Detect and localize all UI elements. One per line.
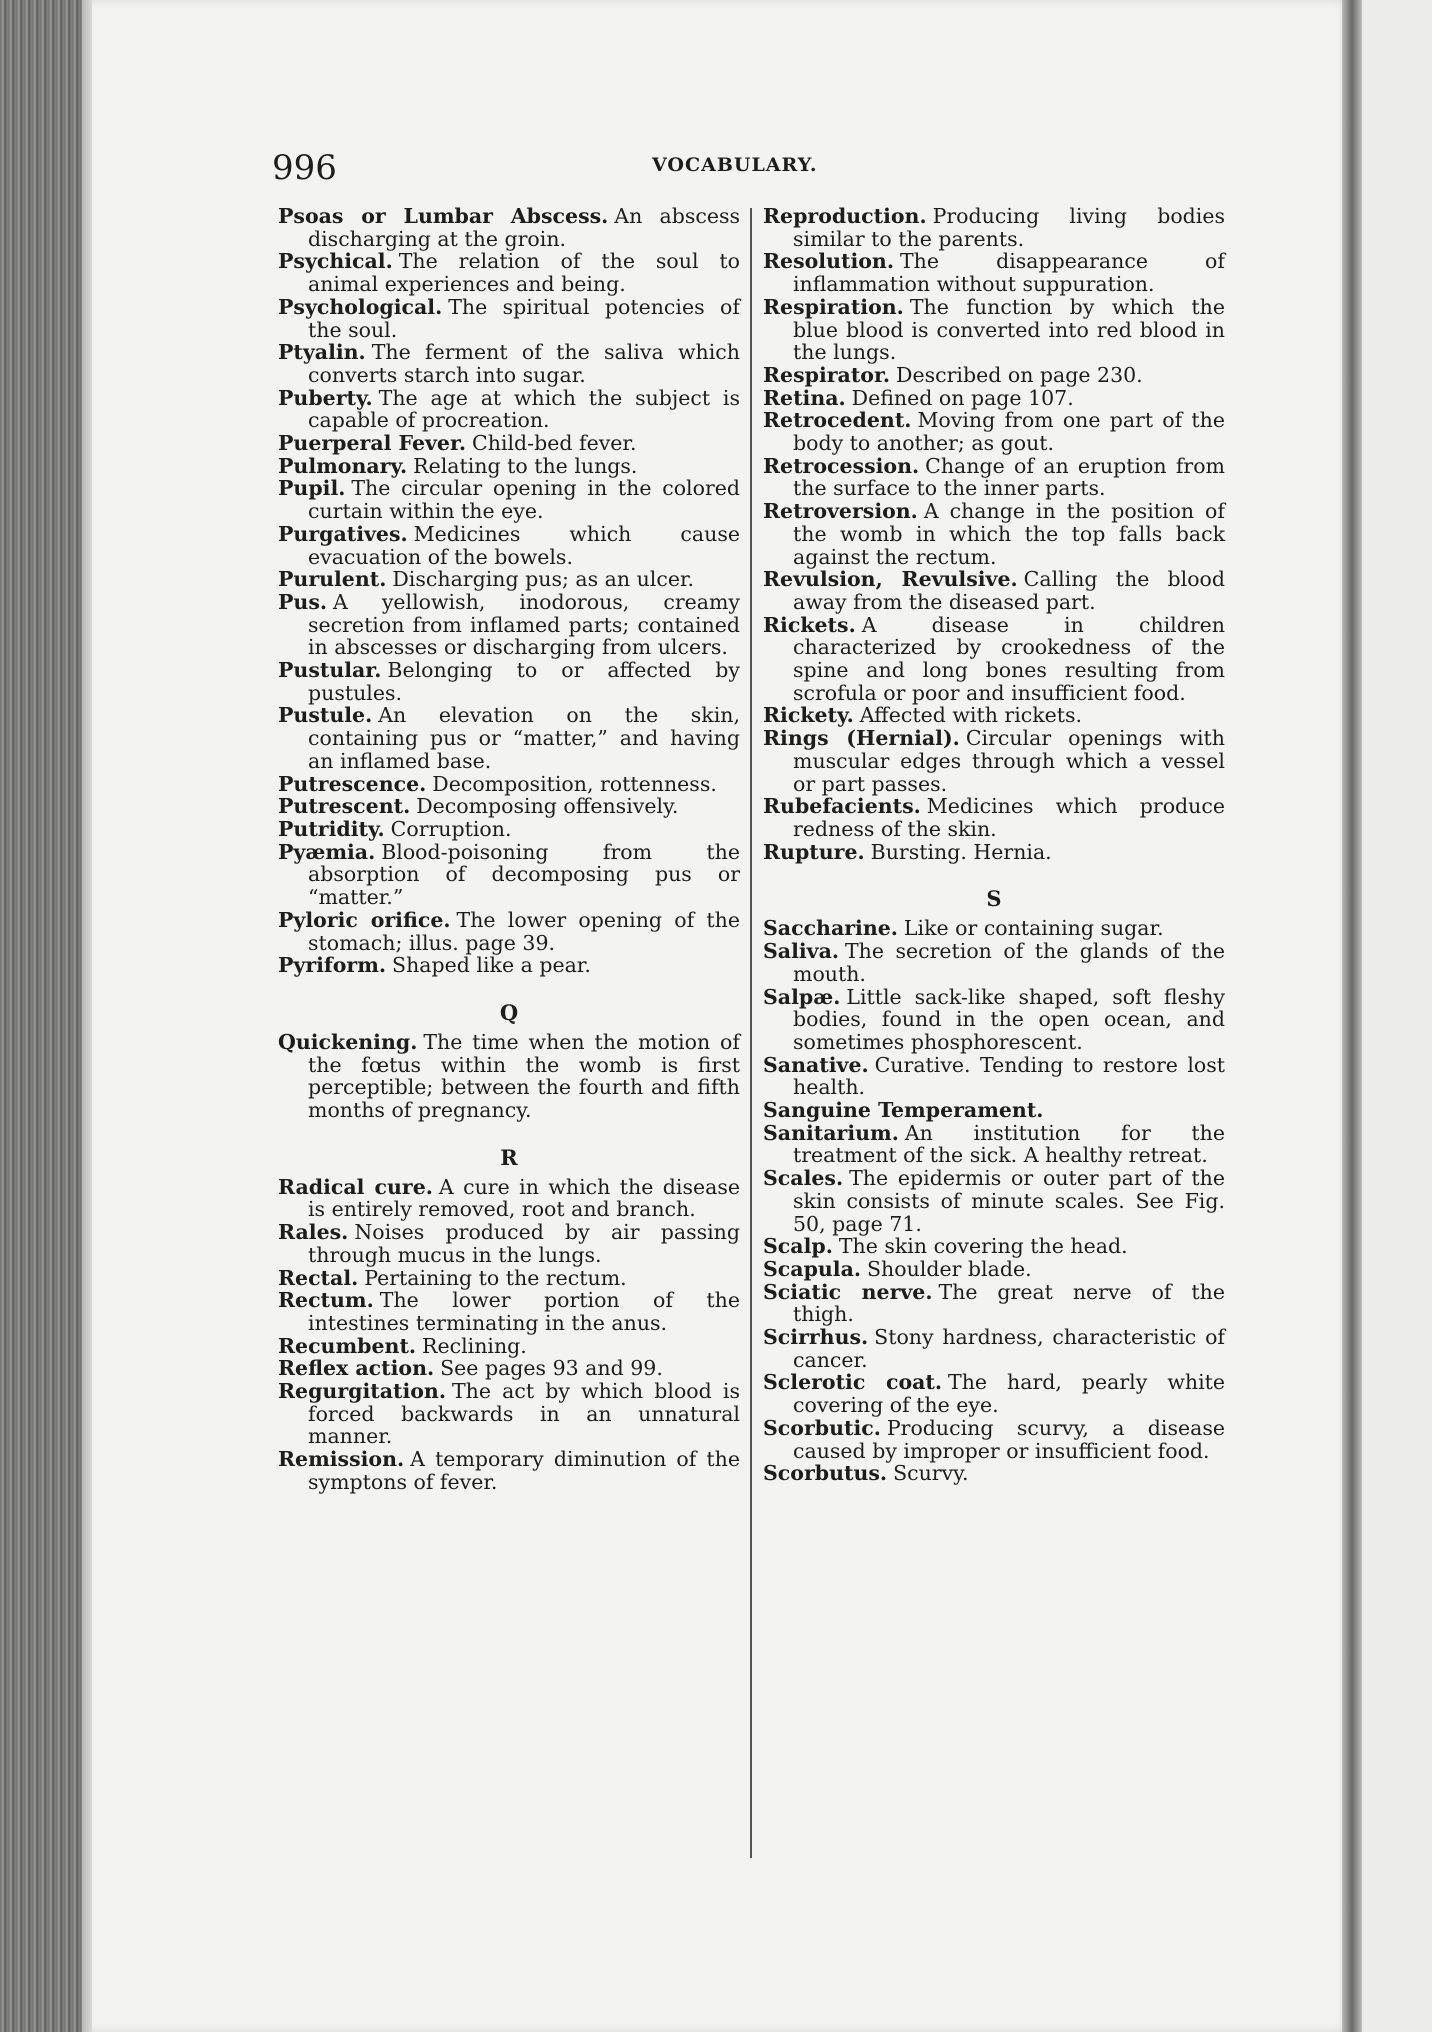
vocabulary-entry bbox=[278, 432, 740, 455]
entry-definition: The lower portion of the intestines terminating in the anus. bbox=[308, 1288, 740, 1335]
facing-page-edge bbox=[1362, 0, 1432, 2032]
entry-definition: Shaped like a pear. bbox=[392, 953, 591, 978]
entry-definition: An elevation on the skin, containing pus or “matter,” and having an inflamed base. bbox=[308, 703, 740, 773]
entry-term: Respiration. bbox=[763, 294, 904, 319]
entry-term: Recumbent. bbox=[278, 1333, 417, 1358]
vocabulary-entry bbox=[278, 704, 740, 772]
entry-term: Scapula. bbox=[763, 1256, 862, 1281]
entry-term: Saliva. bbox=[763, 939, 839, 964]
entry-definition: A cure in which the disease is entirely removed, root and branch. bbox=[308, 1174, 741, 1222]
entry-definition: Like or containing sugar. bbox=[903, 916, 1164, 941]
vocabulary-entry bbox=[278, 205, 740, 250]
entry-term: Rales. bbox=[278, 1220, 349, 1245]
entry-definition: Reclining. bbox=[422, 1333, 527, 1358]
entry-term: Rings (Hernial). bbox=[763, 726, 960, 751]
entry-term: Retroversion. bbox=[763, 499, 918, 524]
entry-term: Rupture. bbox=[763, 839, 865, 864]
vocabulary-entry bbox=[763, 1462, 1225, 1485]
entry-definition: The skin covering the head. bbox=[838, 1234, 1128, 1259]
vocabulary-entry bbox=[763, 1122, 1225, 1167]
entry-definition: Shoulder blade. bbox=[867, 1256, 1032, 1281]
entry-definition: Noises produced by air passing through mucus in the lungs. bbox=[308, 1220, 740, 1267]
vocabulary-entry bbox=[278, 1380, 740, 1448]
vocabulary-entry bbox=[763, 986, 1225, 1054]
entry-term: Sanitarium. bbox=[763, 1120, 899, 1145]
vocabulary-entry bbox=[278, 568, 740, 591]
vocabulary-entry bbox=[763, 1371, 1225, 1416]
entry-list-r-continued bbox=[763, 205, 1225, 863]
entry-term: Radical cure. bbox=[278, 1174, 433, 1199]
entry-definition: Producing scurvy, a disease caused by improper or insufficient food. bbox=[793, 1415, 1225, 1463]
entry-definition: The epidermis or outer part of the skin consists of minute scales. See Fig. 50, page 71. bbox=[793, 1166, 1225, 1236]
book-gutter bbox=[1342, 0, 1362, 2032]
vocabulary-entry bbox=[763, 940, 1225, 985]
entry-term: Putrescence. bbox=[278, 771, 427, 796]
entry-term: Ptyalin. bbox=[278, 340, 366, 365]
entry-term: Puerperal Fever. bbox=[278, 431, 467, 456]
entry-definition: The relation of the soul to animal experiences and being. bbox=[308, 249, 740, 297]
entry-term: Salpæ. bbox=[763, 984, 841, 1009]
entry-definition: Corruption. bbox=[390, 816, 512, 841]
vocabulary-entry bbox=[763, 1167, 1225, 1235]
entry-list-p bbox=[278, 205, 740, 977]
entry-list-q bbox=[278, 1031, 740, 1122]
vocabulary-entry bbox=[278, 954, 740, 977]
entry-definition: Blood-poisoning from the absorption of decomposing pus or “matter.” bbox=[308, 839, 740, 910]
vocabulary-entry bbox=[278, 841, 740, 909]
vocabulary-entry bbox=[763, 296, 1225, 364]
vocabulary-entry bbox=[763, 1054, 1225, 1099]
vocabulary-entry bbox=[278, 1267, 740, 1290]
entry-term: Pyloric orifice. bbox=[278, 907, 451, 932]
entry-term: Sanguine Temperament. bbox=[763, 1098, 1044, 1123]
entry-definition: Little sack-like shaped, soft fleshy bodies, found in the open ocean, and sometimes phosphorescent. bbox=[793, 984, 1225, 1054]
entry-definition: See pages 93 and 99. bbox=[440, 1356, 663, 1381]
vocabulary-entry bbox=[763, 1417, 1225, 1462]
vocabulary-entry bbox=[278, 1448, 740, 1493]
entry-term: Pustule. bbox=[278, 703, 373, 728]
entry-term: Puberty. bbox=[278, 385, 373, 410]
left-column bbox=[278, 205, 740, 1494]
entry-term: Sanative. bbox=[763, 1052, 869, 1077]
vocabulary-entry bbox=[763, 917, 1225, 940]
entry-definition: Described on page 230. bbox=[896, 362, 1143, 387]
right-column bbox=[763, 205, 1225, 1485]
vocabulary-entry bbox=[278, 659, 740, 704]
entry-definition: The function by which the blue blood is converted into red blood in the lungs. bbox=[793, 294, 1225, 365]
entry-definition: Producing living bodies similar to the parents. bbox=[793, 204, 1225, 251]
entry-definition: Circular openings with muscular edges through which a vessel or part passes. bbox=[793, 726, 1225, 796]
vocabulary-entry bbox=[763, 1235, 1225, 1258]
vocabulary-entry bbox=[763, 1099, 1225, 1122]
entry-definition: Calling the blood away from the diseased part. bbox=[793, 567, 1226, 614]
entry-definition: Scurvy. bbox=[893, 1461, 969, 1486]
vocabulary-entry bbox=[763, 250, 1225, 295]
entry-term: Purulent. bbox=[278, 567, 387, 592]
entry-term: Pustular. bbox=[278, 658, 382, 683]
entry-term: Psoas or Lumbar Abscess. bbox=[278, 204, 609, 228]
vocabulary-entry bbox=[763, 364, 1225, 387]
vocabulary-entry bbox=[763, 704, 1225, 727]
entry-list-s bbox=[763, 917, 1225, 1485]
entry-term: Respirator. bbox=[763, 362, 891, 387]
entry-term: Rickets. bbox=[763, 612, 856, 637]
entry-term: Quickening. bbox=[278, 1029, 418, 1054]
entry-term: Rubefacients. bbox=[763, 794, 921, 819]
entry-definition: Stony hardness, characteristic of cancer. bbox=[793, 1325, 1225, 1372]
entry-definition: The ferment of the saliva which converts starch into sugar. bbox=[308, 340, 740, 387]
vocabulary-entry bbox=[278, 477, 740, 522]
entry-term: Pupil. bbox=[278, 476, 346, 501]
entry-term: Resolution. bbox=[763, 249, 894, 274]
entry-term: Psychical. bbox=[278, 249, 393, 274]
entry-term: Sclerotic coat. bbox=[763, 1370, 943, 1395]
entry-term: Rectum. bbox=[278, 1288, 374, 1313]
entry-term: Purgatives. bbox=[278, 521, 408, 546]
vocabulary-entry bbox=[763, 1326, 1225, 1371]
entry-definition: Relating to the lungs. bbox=[413, 453, 638, 478]
entry-term: Scirrhus. bbox=[763, 1325, 869, 1350]
entry-definition: An abscess discharging at the groin. bbox=[308, 204, 741, 251]
vocabulary-entry bbox=[278, 773, 740, 796]
entry-definition: Change of an eruption from the surface to the inner parts. bbox=[793, 453, 1225, 501]
section-heading-q: Q bbox=[499, 999, 519, 1025]
entry-term: Retrocession. bbox=[763, 453, 920, 478]
entry-definition: Curative. Tending to restore lost health. bbox=[793, 1052, 1225, 1100]
entry-definition: Pertaining to the rectum. bbox=[364, 1265, 627, 1290]
entry-term: Putrescent. bbox=[278, 794, 411, 819]
vocabulary-entry bbox=[278, 523, 740, 568]
entry-term: Regurgitation. bbox=[278, 1379, 446, 1404]
entry-definition: The great nerve of the thigh. bbox=[793, 1279, 1226, 1327]
entry-term: Scales. bbox=[763, 1166, 844, 1191]
entry-definition: Medicines which produce redness of the skin. bbox=[793, 794, 1225, 841]
entry-term: Retrocedent. bbox=[763, 408, 912, 433]
entry-term: Scalp. bbox=[763, 1234, 833, 1259]
vocabulary-entry bbox=[278, 341, 740, 386]
entry-definition: The act by which blood is forced backwards in an unnatural manner. bbox=[308, 1379, 740, 1449]
entry-term: Pus. bbox=[278, 589, 327, 614]
entry-term: Rectal. bbox=[278, 1265, 359, 1290]
entry-definition: The circular opening in the colored curtain within the eye. bbox=[308, 476, 740, 524]
entry-term: Reflex action. bbox=[278, 1356, 435, 1381]
entry-definition: Moving from one part of the body to another; as gout. bbox=[793, 408, 1225, 456]
entry-term: Remission. bbox=[278, 1447, 405, 1472]
vocabulary-entry bbox=[763, 409, 1225, 454]
vocabulary-entry bbox=[278, 250, 740, 295]
entry-definition: Affected with rickets. bbox=[859, 703, 1083, 728]
vocabulary-entry bbox=[763, 614, 1225, 705]
vocabulary-entry bbox=[763, 1258, 1225, 1281]
page-number: 996 bbox=[272, 148, 337, 188]
vocabulary-entry bbox=[278, 818, 740, 841]
entry-term: Putridity. bbox=[278, 816, 385, 841]
vocabulary-entry bbox=[278, 1335, 740, 1358]
page-header bbox=[272, 148, 1232, 194]
entry-term: Scorbutic. bbox=[763, 1415, 881, 1440]
vocabulary-entry bbox=[278, 795, 740, 818]
entry-term: Pyriform. bbox=[278, 953, 387, 978]
section-heading-s: S bbox=[986, 886, 1002, 912]
entry-definition: Child-bed fever. bbox=[472, 431, 637, 456]
vocabulary-entry bbox=[278, 1289, 740, 1334]
vocabulary-entry bbox=[278, 1031, 740, 1122]
entry-definition: Defined on page 107. bbox=[851, 385, 1074, 410]
entry-list-r bbox=[278, 1176, 740, 1494]
entry-definition: A yellowish, inodorous, creamy secretion from inflamed parts; contained in abscesses or discharging from ulcers. bbox=[308, 589, 740, 660]
vocabulary-entry bbox=[278, 387, 740, 432]
entry-term: Scorbutus. bbox=[763, 1461, 888, 1486]
entry-definition: A change in the position of the womb in which the top falls back against the rectum. bbox=[793, 499, 1225, 569]
vocabulary-entry bbox=[278, 455, 740, 478]
vocabulary-entry bbox=[763, 727, 1225, 795]
entry-term: Retina. bbox=[763, 385, 846, 410]
entry-definition: The age at which the subject is capable of procreation. bbox=[308, 385, 740, 433]
vocabulary-entry bbox=[278, 1176, 740, 1221]
entry-definition: Medicines which cause evacuation of the bowels. bbox=[308, 521, 740, 569]
entry-definition: Decomposing offensively. bbox=[416, 794, 679, 819]
section-heading-r: R bbox=[500, 1144, 518, 1170]
vocabulary-entry bbox=[763, 841, 1225, 864]
entry-definition: The hard, pearly white covering of the eye. bbox=[793, 1370, 1226, 1418]
entry-definition: The spiritual potencies of the soul. bbox=[308, 294, 740, 342]
entry-term: Rickety. bbox=[763, 703, 854, 728]
entry-term: Reproduction. bbox=[763, 204, 927, 228]
vocabulary-entry bbox=[763, 795, 1225, 840]
vocabulary-entry bbox=[763, 387, 1225, 410]
vocabulary-entry bbox=[278, 296, 740, 341]
book-page-edges bbox=[0, 0, 92, 2032]
vocabulary-entry bbox=[278, 591, 740, 659]
running-head: VOCABULARY. bbox=[652, 154, 818, 176]
entry-definition: A disease in children characterized by crookedness of the spine and long bones resulting from scrofula or poor and insufficient food. bbox=[793, 612, 1225, 705]
vocabulary-entry bbox=[278, 1357, 740, 1380]
entry-definition: The secretion of the glands of the mouth. bbox=[793, 939, 1225, 986]
entry-term: Sciatic nerve. bbox=[763, 1279, 933, 1304]
entry-definition: Belonging to or affected by pustules. bbox=[308, 658, 740, 705]
entry-term: Revulsion, Revulsive. bbox=[763, 567, 1018, 592]
vocabulary-entry bbox=[763, 1281, 1225, 1326]
entry-definition: The lower opening of the stomach; illus. page 39. bbox=[308, 907, 740, 955]
entry-definition: Decomposition, rottenness. bbox=[432, 771, 717, 796]
entry-term: Pulmonary. bbox=[278, 453, 408, 478]
entry-definition: Discharging pus; as an ulcer. bbox=[392, 567, 695, 592]
entry-definition: Bursting. Hernia. bbox=[870, 839, 1052, 864]
entry-term: Pyæmia. bbox=[278, 839, 376, 864]
entry-definition: The time when the motion of the fœtus within the womb is first perceptible; between the fourth and fifth months of pregnancy. bbox=[308, 1029, 740, 1123]
entry-term: Saccharine. bbox=[763, 916, 898, 941]
vocabulary-entry bbox=[278, 1221, 740, 1266]
vocabulary-entry bbox=[763, 205, 1225, 250]
vocabulary-entry bbox=[763, 500, 1225, 568]
entry-definition: The disappearance of inflammation without suppuration. bbox=[793, 249, 1225, 297]
vocabulary-entry bbox=[763, 568, 1225, 613]
vocabulary-entry bbox=[763, 455, 1225, 500]
column-divider bbox=[750, 208, 752, 1858]
entry-term: Psychological. bbox=[278, 294, 443, 319]
entry-definition: A temporary diminution of the symptons of fever. bbox=[308, 1447, 740, 1494]
entry-definition: An institution for the treatment of the sick. A healthy retreat. bbox=[793, 1120, 1225, 1168]
vocabulary-entry bbox=[278, 909, 740, 954]
